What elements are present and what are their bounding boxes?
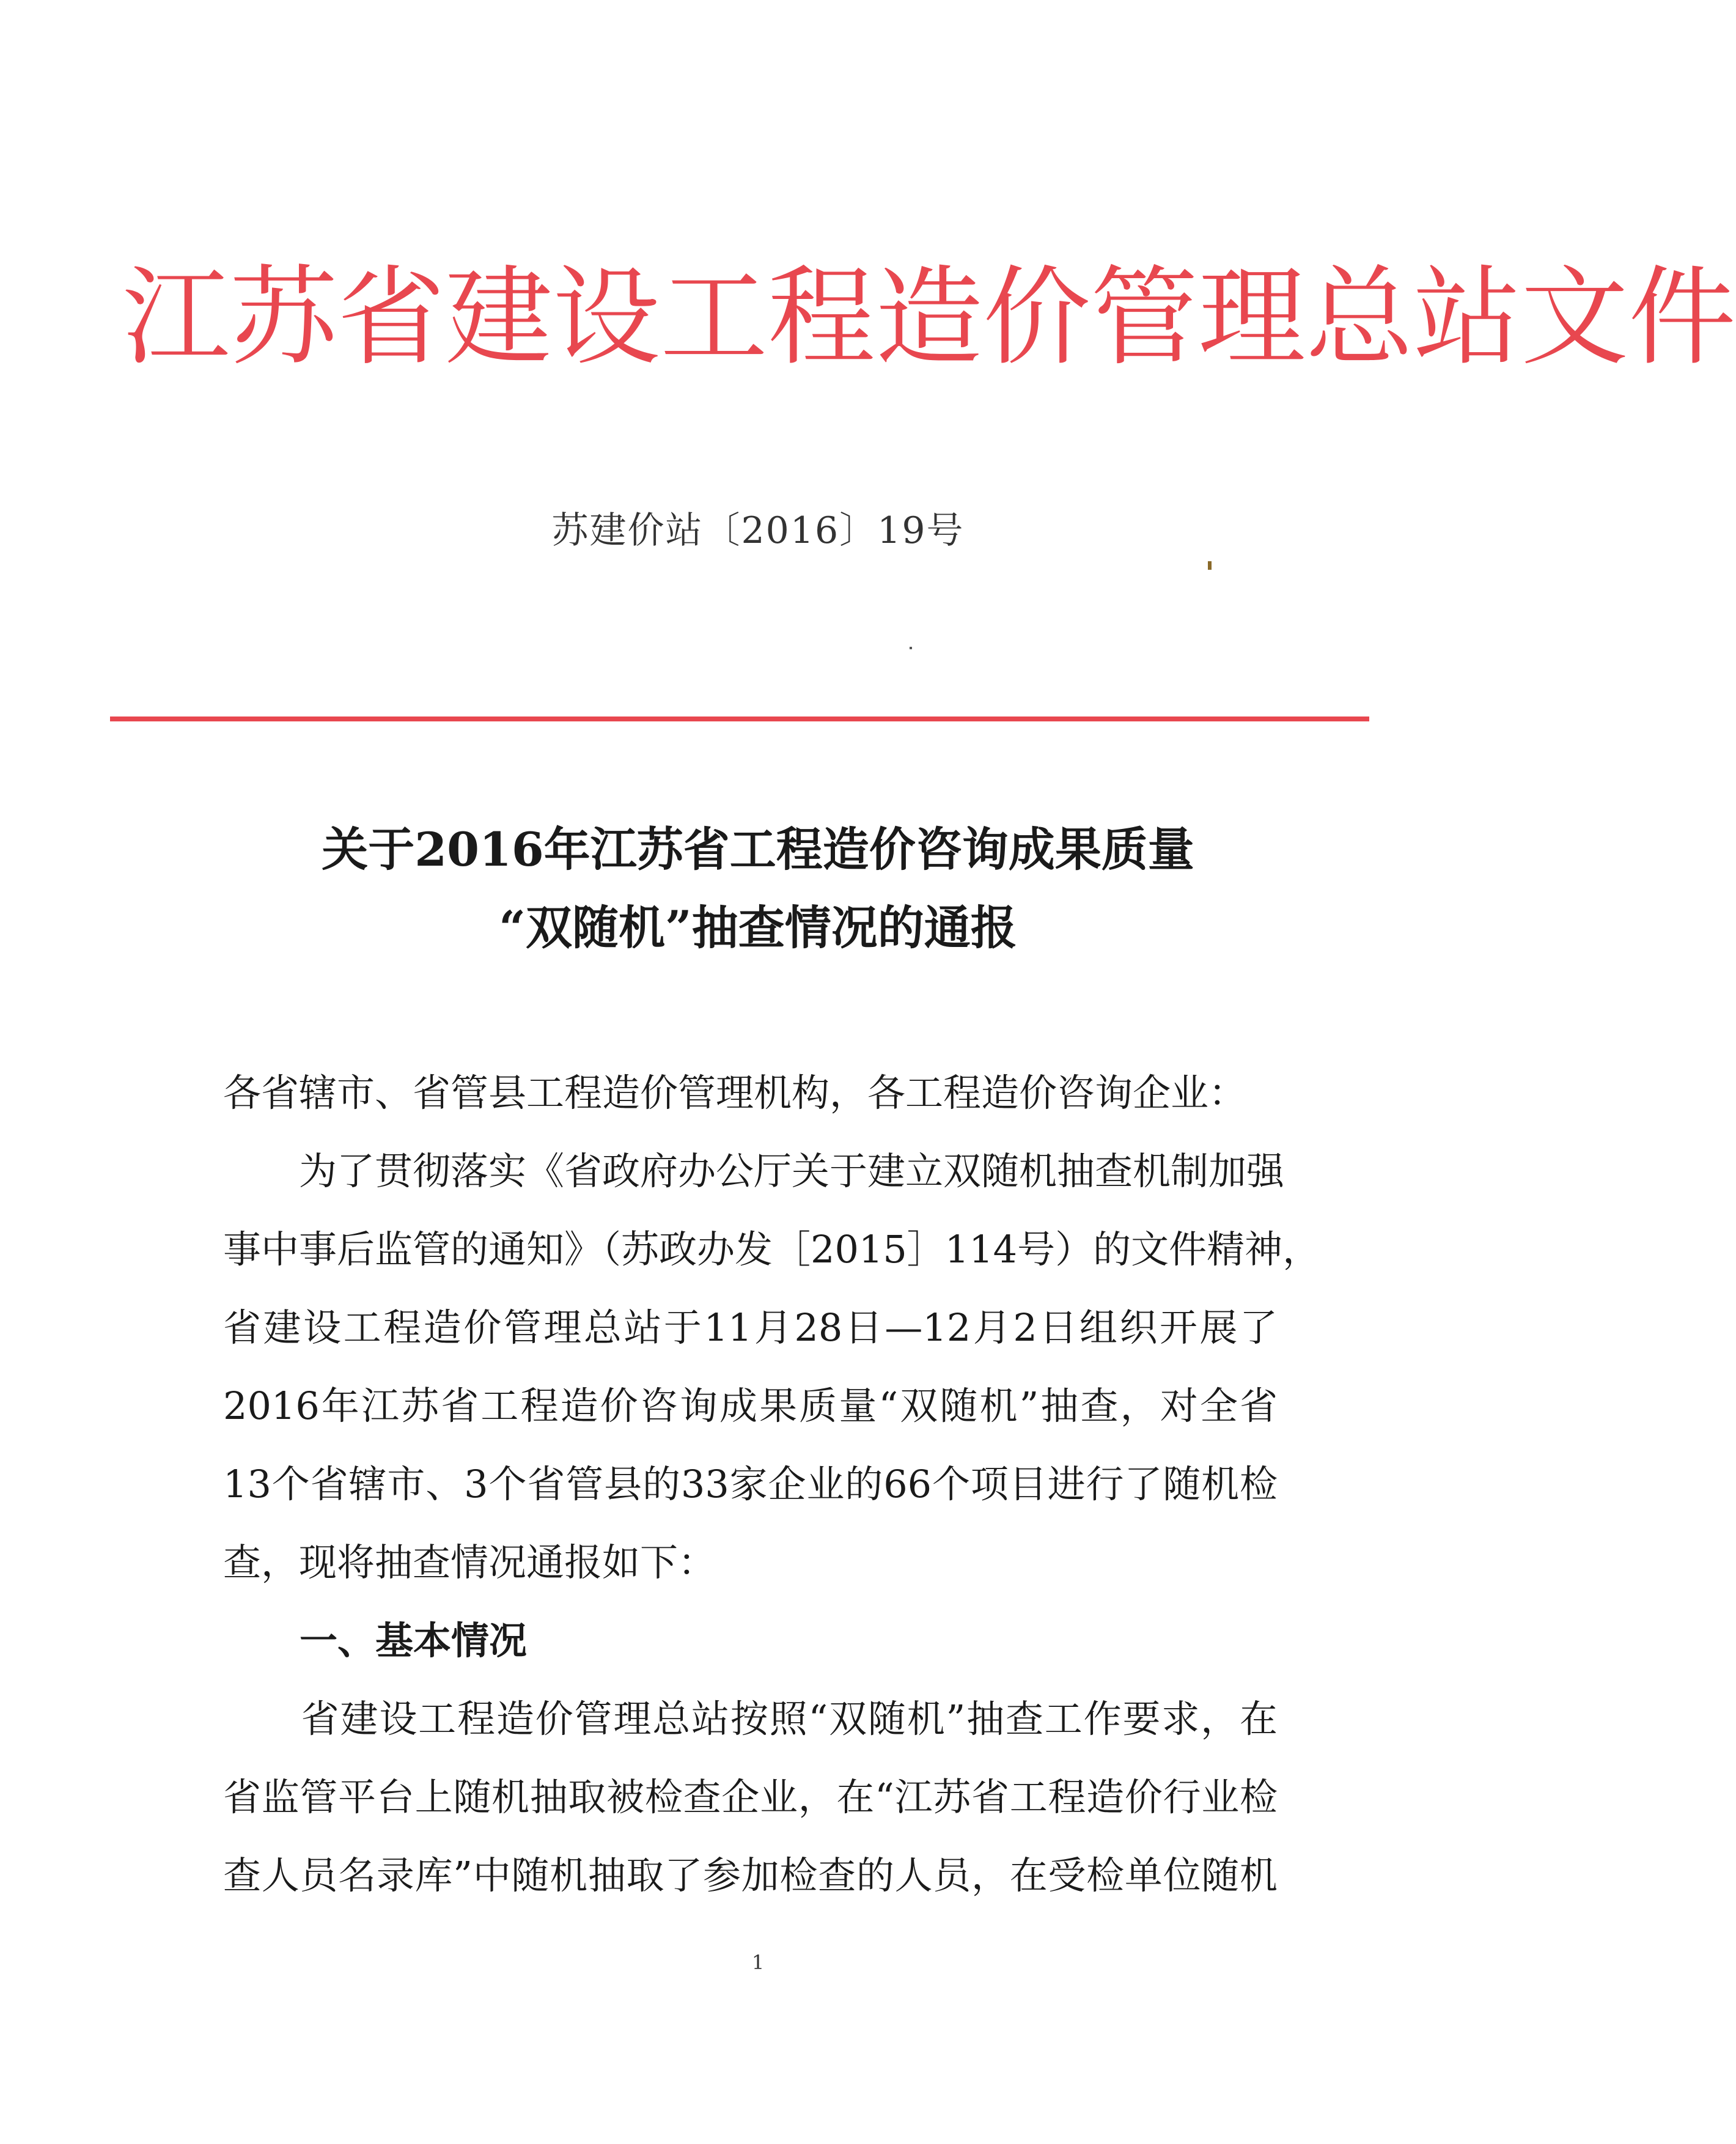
issuing-authority-title: 江苏省建设工程造价管理总站文件 (122, 255, 1736, 380)
salutation: 各省辖市、省管县工程造价管理机构，各工程造价咨询企业： (223, 1070, 1247, 1115)
para1-line-2: 事中事后监管的通知》（苏政办发［2015］114号）的文件精神， (223, 1227, 1321, 1272)
section-heading-basic-info: 一、基本情况 (300, 1618, 528, 1663)
para2-line-1: 省建设工程造价管理总站按照“双随机”抽查工作要求，在 (223, 1696, 1278, 1741)
notice-title-line-2: “双随机”抽查情况的通报 (499, 901, 1017, 955)
para1-line-5: 13个省辖市、3个省管县的33家企业的66个项目进行了随机检 (223, 1462, 1278, 1506)
para1-line-6: 查，现将抽查情况通报如下： (223, 1540, 716, 1585)
para1-line-1: 为了贯彻落实《省政府办公厅关于建立双随机抽查机制加强 (223, 1149, 1285, 1193)
notice-title-line-1: 关于2016年江苏省工程造价咨询成果质量 (322, 822, 1194, 877)
para2-line-3: 查人员名录库”中随机抽取了参加检查的人员，在受检单位随机 (223, 1853, 1278, 1898)
para1-line-3: 省建设工程造价管理总站于11月28日—12月2日组织开展了 (223, 1305, 1278, 1350)
scan-speck (1208, 561, 1212, 570)
scan-speck (910, 647, 912, 649)
para2-line-2: 省监管平台上随机抽取被检查企业，在“江苏省工程造价行业检 (223, 1775, 1278, 1819)
red-divider-line (110, 717, 1369, 721)
document-number: 苏建价站〔2016〕19号 (551, 509, 965, 552)
para1-line-4: 2016年江苏省工程造价咨询成果质量“双随机”抽查，对全省 (223, 1383, 1278, 1428)
page-number: 1 (751, 1951, 765, 1974)
